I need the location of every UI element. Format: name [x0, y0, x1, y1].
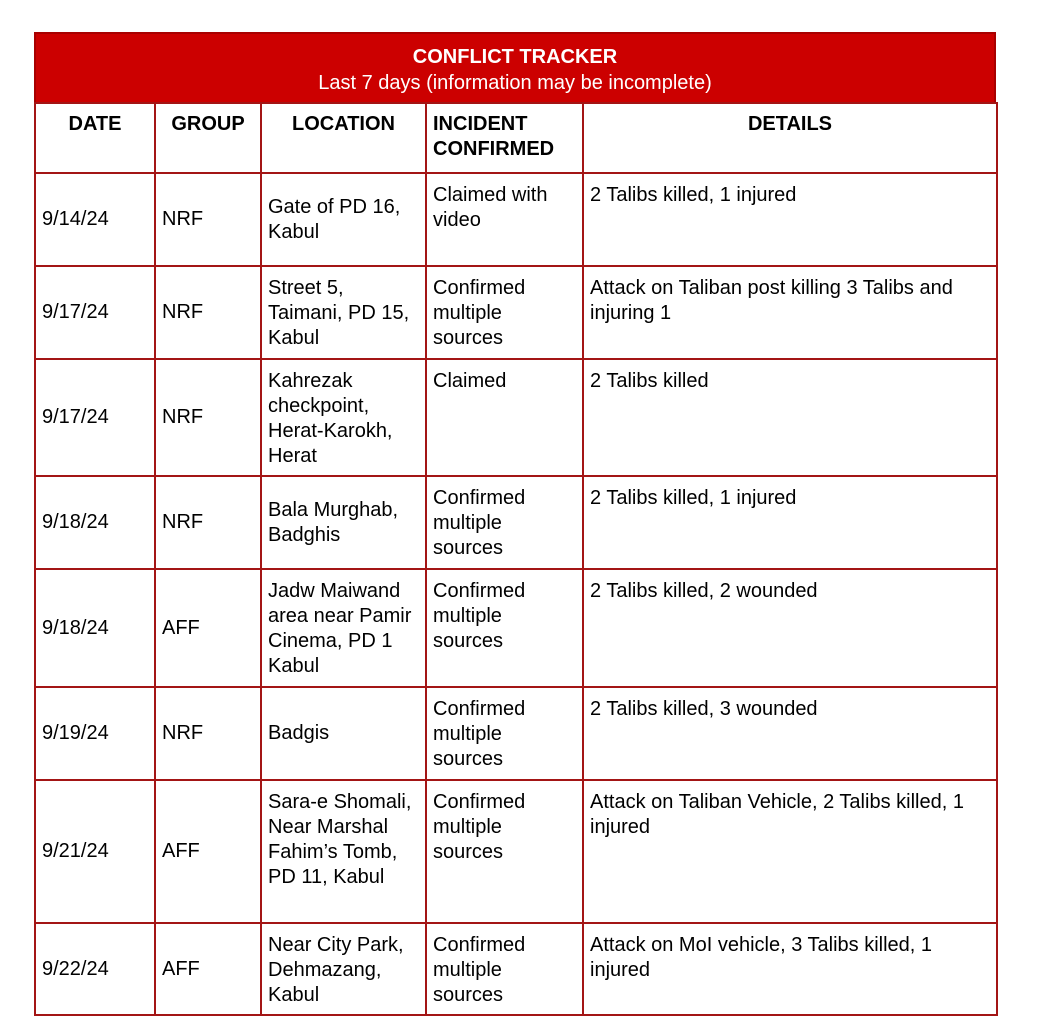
cell-confirmed: Confirmed multiple sources	[426, 266, 583, 359]
cell-date: 9/21/24	[35, 780, 155, 923]
cell-location: Kahrezak checkpoint, Herat-Karokh, Herat	[261, 359, 426, 476]
cell-location: Badgis	[261, 687, 426, 780]
cell-location: Bala Murghab, Badghis	[261, 476, 426, 569]
column-header-group: GROUP	[155, 103, 261, 173]
cell-location: Sara-e Shomali, Near Marshal Fahim’s Tomb, PD 11, Kabul	[261, 780, 426, 923]
cell-details: 2 Talibs killed, 1 injured	[583, 476, 997, 569]
cell-confirmed: Confirmed multiple sources	[426, 780, 583, 923]
cell-details: 2 Talibs killed, 2 wounded	[583, 569, 997, 687]
cell-group: NRF	[155, 359, 261, 476]
cell-date: 9/18/24	[35, 569, 155, 687]
column-header-details: DETAILS	[583, 103, 997, 173]
cell-date: 9/17/24	[35, 266, 155, 359]
cell-location: Street 5, Taimani, PD 15, Kabul	[261, 266, 426, 359]
cell-date: 9/18/24	[35, 476, 155, 569]
column-header-incident-confirmed-line2: CONFIRMED	[433, 138, 555, 160]
table-row	[35, 923, 997, 1015]
cell-date: 9/14/24	[35, 173, 155, 266]
cell-group: AFF	[155, 923, 261, 1015]
cell-group: NRF	[155, 173, 261, 266]
cell-confirmed: Confirmed multiple sources	[426, 569, 583, 687]
cell-confirmed: Confirmed multiple sources	[426, 476, 583, 569]
cell-group: AFF	[155, 780, 261, 923]
tracker-title: CONFLICT TRACKER	[412, 46, 618, 68]
table-row	[35, 359, 997, 476]
table-row	[35, 569, 997, 687]
cell-details: 2 Talibs killed, 3 wounded	[583, 687, 997, 780]
cell-details: 2 Talibs killed, 1 injured	[583, 173, 997, 266]
cell-date: 9/17/24	[35, 359, 155, 476]
cell-group: AFF	[155, 569, 261, 687]
cell-confirmed: Confirmed multiple sources	[426, 687, 583, 780]
cell-group: NRF	[155, 476, 261, 569]
column-header-incident-confirmed-line1: INCIDENT	[433, 113, 528, 135]
table-row	[35, 476, 997, 569]
cell-date: 9/19/24	[35, 687, 155, 780]
cell-details: Attack on Taliban Vehicle, 2 Talibs killed, 1 injured	[583, 780, 997, 923]
cell-details: Attack on Taliban post killing 3 Talibs and injuring 1	[583, 266, 997, 359]
header-row	[35, 103, 997, 173]
cell-details: Attack on MoI vehicle, 3 Talibs killed, 1 injured	[583, 923, 997, 1015]
table-row	[35, 780, 997, 923]
cell-group: NRF	[155, 687, 261, 780]
cell-location: Near City Park, Dehmazang, Kabul	[261, 923, 426, 1015]
table-row	[35, 173, 997, 266]
cell-confirmed: Claimed with video	[426, 173, 583, 266]
cell-location: Gate of PD 16, Kabul	[261, 173, 426, 266]
conflict-tracker	[34, 32, 996, 1016]
column-header-location: LOCATION	[261, 103, 426, 173]
cell-confirmed: Confirmed multiple sources	[426, 923, 583, 1015]
incident-table	[34, 102, 998, 1016]
table-row	[35, 687, 997, 780]
cell-confirmed: Claimed	[426, 359, 583, 476]
column-header-date: DATE	[35, 103, 155, 173]
cell-date: 9/22/24	[35, 923, 155, 1015]
column-header-incident-confirmed	[426, 103, 583, 173]
cell-details: 2 Talibs killed	[583, 359, 997, 476]
tracker-banner	[34, 32, 996, 102]
cell-group: NRF	[155, 266, 261, 359]
table-row	[35, 266, 997, 359]
tracker-subtitle: Last 7 days (information may be incomplete)	[318, 72, 712, 94]
cell-location: Jadw Maiwand area near Pamir Cinema, PD 1 Kabul	[261, 569, 426, 687]
